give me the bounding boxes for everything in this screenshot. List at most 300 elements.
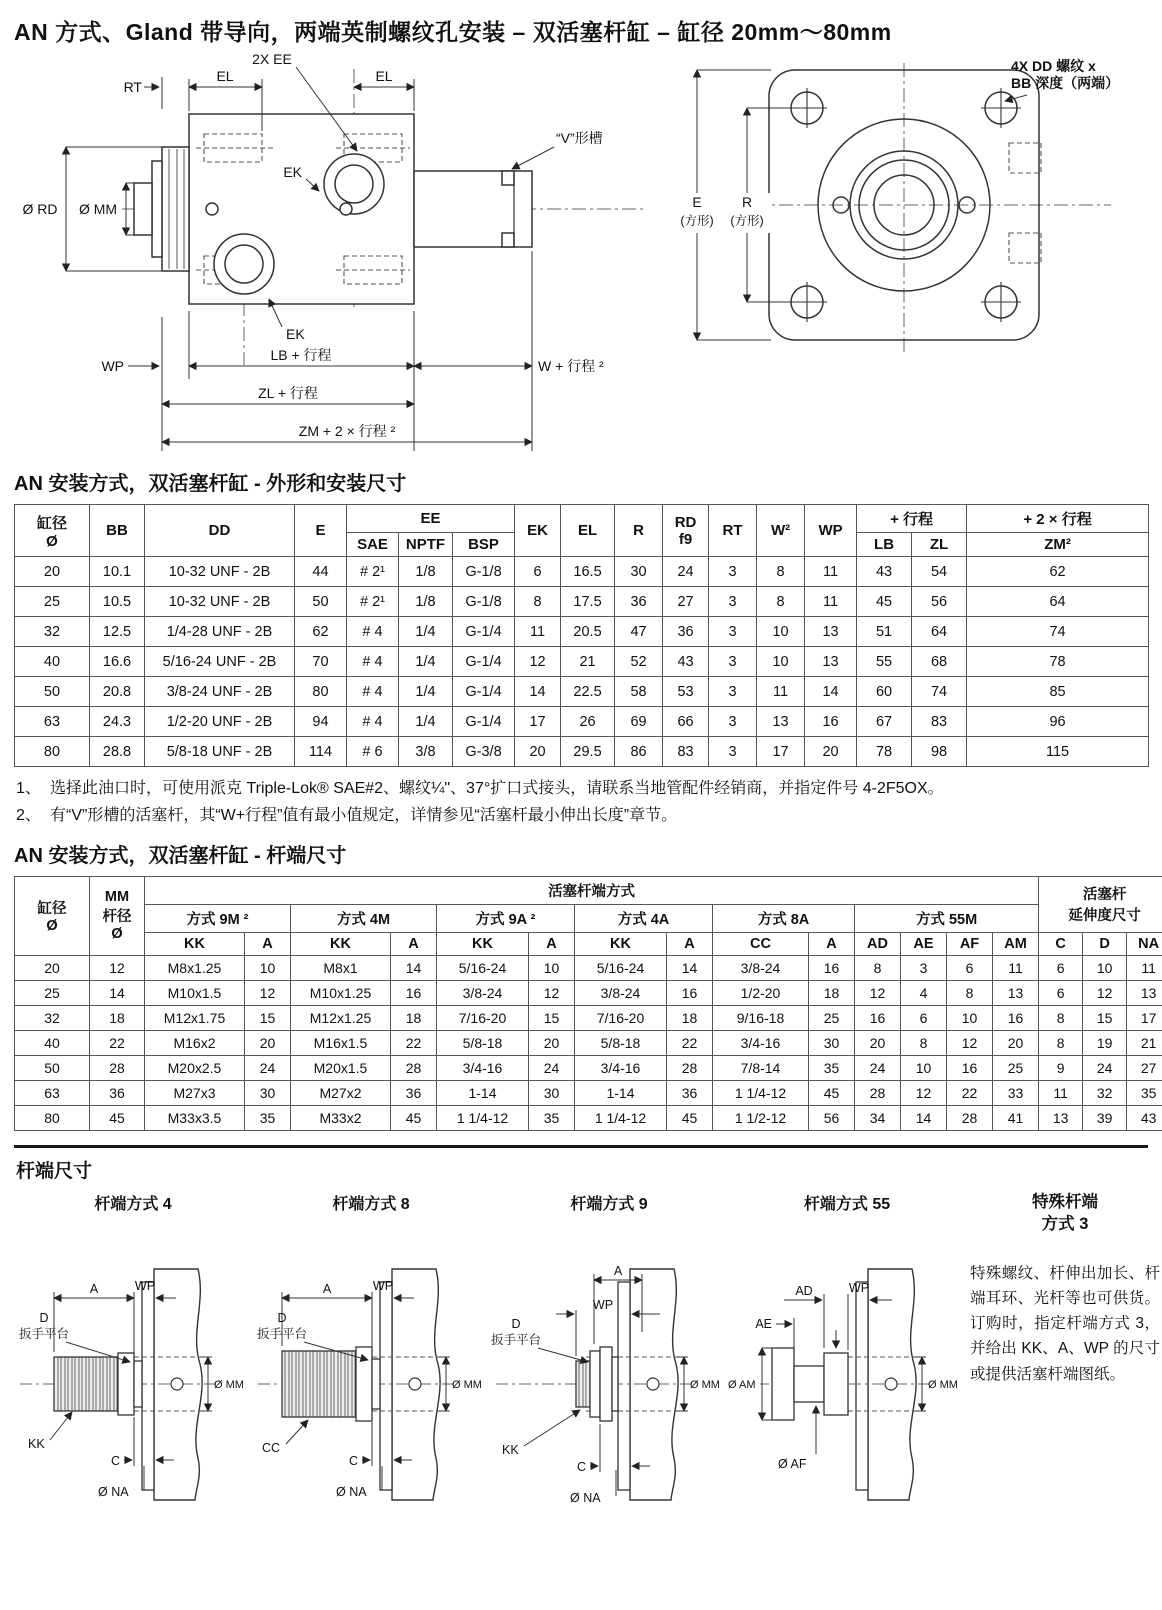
table-cell: 80 [295, 677, 347, 707]
col2-style-9a: 方式 9A ² [437, 904, 575, 932]
table-cell: 12 [901, 1080, 947, 1105]
table-cell: 22 [667, 1030, 713, 1055]
table-cell: 30 [245, 1080, 291, 1105]
table-cell: 8 [757, 557, 805, 587]
col-rt: RT [709, 505, 757, 557]
col2-kk4: KK [575, 932, 667, 955]
dim-label-e: E [692, 194, 702, 210]
table-cell: 3/8-24 [437, 980, 529, 1005]
col2-cc: CC [713, 932, 809, 955]
col2-mm-line3: Ø [111, 926, 123, 943]
dim-label-r-square: (方形) [730, 214, 764, 228]
table-cell: 6 [515, 557, 561, 587]
table-cell: 27 [1127, 1055, 1162, 1080]
table-cell: 21 [561, 647, 615, 677]
table-cell: 39 [1083, 1105, 1127, 1130]
table-cell: 20 [993, 1030, 1039, 1055]
table-cell: 1 1/2-12 [713, 1105, 809, 1130]
table-cell: 11 [805, 557, 857, 587]
dim-d-wrench-flats: 扳手平台 [490, 1332, 542, 1347]
table-cell: 35 [809, 1055, 855, 1080]
col2-style-4m: 方式 4M [291, 904, 437, 932]
table-cell: 20 [805, 737, 857, 767]
dim-mm: Ø MM [690, 1378, 720, 1391]
col-bore-line2: Ø [46, 532, 58, 550]
col2-d: D [1083, 932, 1127, 955]
table-cell: 25 [993, 1055, 1039, 1080]
top-diagrams [14, 49, 1148, 457]
col-rd [663, 505, 709, 557]
dimensions-table [14, 504, 1149, 767]
table-cell: 5/8-18 [575, 1030, 667, 1055]
table-cell: M27x2 [291, 1080, 391, 1105]
table2-title: AN 安装方式，双活塞杆缸 - 杆端尺寸 [14, 844, 347, 867]
table-cell: 10.5 [90, 587, 145, 617]
table-row [15, 1105, 1162, 1130]
table-cell: 35 [1127, 1080, 1162, 1105]
table-cell: 10.1 [90, 557, 145, 587]
table-cell: 47 [615, 617, 663, 647]
table-cell: 60 [857, 677, 912, 707]
table-cell: 35 [529, 1105, 575, 1130]
table-cell: 25 [15, 980, 90, 1005]
table-cell: 54 [912, 557, 967, 587]
table-cell: 22 [947, 1080, 993, 1105]
table-cell: 27 [663, 587, 709, 617]
dim-a: A [322, 1281, 332, 1296]
dim-label-ek-top: EK [283, 164, 302, 180]
table-cell: 53 [663, 677, 709, 707]
col2-extension-line2: 延伸度尺寸 [1068, 908, 1141, 925]
col-bsp: BSP [453, 533, 515, 557]
dim-wp: WP [592, 1297, 614, 1312]
dim-mm: Ø MM [452, 1378, 482, 1391]
table-cell: 24 [1083, 1055, 1127, 1080]
table-cell: 68 [912, 647, 967, 677]
dim-label-el-left: EL [216, 68, 234, 84]
table-cell: 20 [515, 737, 561, 767]
dim-mm: Ø MM [928, 1378, 958, 1391]
col-bore [15, 505, 90, 557]
table-row [15, 1080, 1162, 1105]
table-cell: 36 [663, 617, 709, 647]
col-bore-line1: 缸径 [36, 514, 67, 532]
table-cell: G-1/8 [453, 587, 515, 617]
table-cell: 13 [805, 647, 857, 677]
table-cell: 74 [912, 677, 967, 707]
dim-mm: Ø MM [214, 1378, 244, 1391]
table-cell: 20 [15, 955, 90, 980]
table-cell: 8 [947, 980, 993, 1005]
rod-end-style-4 [14, 1187, 252, 1514]
footnote-1-text: 选择此油口时，可使用派克 Triple-Lok® SAE#2、螺纹¼"、37°扩口式接头，请联系当地管配件经销商，并指定件号 4-2F5OX。 [50, 780, 944, 797]
table-cell: 21 [1127, 1030, 1162, 1055]
table-row [15, 617, 1149, 647]
table-cell: 1/2-20 UNF - 2B [145, 707, 295, 737]
footnote-2-number: 2、 [16, 806, 41, 824]
table-row [15, 707, 1149, 737]
dim-label-2xee: 2X EE [252, 51, 292, 67]
table-cell: 14 [515, 677, 561, 707]
table-row [15, 737, 1149, 767]
table-cell: 64 [912, 617, 967, 647]
table-cell: 3 [709, 737, 757, 767]
table2-header-row-2 [15, 904, 1162, 932]
table-cell: 4 [901, 980, 947, 1005]
col2-mm [90, 876, 145, 955]
table-cell: 1 1/4-12 [437, 1105, 529, 1130]
table-cell: 3/4-16 [575, 1055, 667, 1080]
table-cell: 13 [805, 617, 857, 647]
table-cell: M8x1.25 [145, 955, 245, 980]
col2-mm-line2: 杆径 [102, 909, 132, 926]
footnote-2 [16, 804, 1148, 829]
rod-end-style-9-diagram [490, 1214, 728, 1514]
table-cell: # 4 [347, 647, 399, 677]
table-cell: 114 [295, 737, 347, 767]
dim-c: C [110, 1453, 120, 1468]
col-ee-group: EE [347, 505, 515, 533]
table-cell: 11 [757, 677, 805, 707]
table-cell: 45 [809, 1080, 855, 1105]
table-cell: 1 1/4-12 [713, 1080, 809, 1105]
table-cell: 40 [15, 647, 90, 677]
col2-extension-line1: 活塞杆 [1082, 887, 1127, 904]
col-dd: DD [145, 505, 295, 557]
table-cell: 43 [1127, 1105, 1162, 1130]
table-cell: 85 [967, 677, 1149, 707]
table-cell: 3/4-16 [713, 1030, 809, 1055]
col-r: R [615, 505, 663, 557]
table-cell: 63 [15, 707, 90, 737]
table-cell: 5/16-24 UNF - 2B [145, 647, 295, 677]
table-cell: M20x2.5 [145, 1055, 245, 1080]
table-cell: 20 [15, 557, 90, 587]
table-cell: 3/8-24 [575, 980, 667, 1005]
table1-title: AN 安装方式，双活塞杆缸 - 外形和安装尺寸 [14, 473, 407, 495]
table-cell: 10 [1083, 955, 1127, 980]
dim-label-zl-stroke: ZL + 行程 [258, 385, 318, 401]
table-row [15, 557, 1149, 587]
rod-end-style-55-caption: 杆端方式 55 [803, 1195, 891, 1213]
table-cell: 5/8-18 UNF - 2B [145, 737, 295, 767]
dim-label-rt: RT [123, 79, 142, 95]
table-cell: 69 [615, 707, 663, 737]
dim-wp: WP [848, 1280, 870, 1295]
table-cell: 26 [561, 707, 615, 737]
table-cell: 10-32 UNF - 2B [145, 587, 295, 617]
table-cell: 64 [967, 587, 1149, 617]
rod-end-style-4-diagram [14, 1214, 252, 1514]
table-cell: 8 [757, 587, 805, 617]
table-cell: 20 [855, 1030, 901, 1055]
table-cell: 8 [515, 587, 561, 617]
table-cell: 10 [757, 647, 805, 677]
dim-c: C [576, 1459, 586, 1474]
table-cell: 83 [912, 707, 967, 737]
table2-header-row-3 [15, 932, 1162, 955]
table-cell: M16x1.5 [291, 1030, 391, 1055]
table-cell: 7/16-20 [575, 1005, 667, 1030]
table-row [15, 955, 1162, 980]
table-cell: 16 [993, 1005, 1039, 1030]
dim-na: Ø NA [98, 1484, 129, 1499]
table-cell: 24 [855, 1055, 901, 1080]
table-cell: 40 [15, 1030, 90, 1055]
table-cell: 8 [901, 1030, 947, 1055]
table-cell: G-1/4 [453, 647, 515, 677]
table-cell: 11 [993, 955, 1039, 980]
page-title: AN 方式、Gland 带导向，两端英制螺纹孔安装 – 双活塞杆缸 – 缸径 20mm～80mm [14, 19, 892, 45]
col2-a2: A [391, 932, 437, 955]
table-cell: G-1/4 [453, 617, 515, 647]
dim-label-mm: Ø MM [78, 201, 118, 217]
table-cell: # 4 [347, 677, 399, 707]
table-cell: 32 [1083, 1080, 1127, 1105]
table-cell: 14 [805, 677, 857, 707]
dim-af: Ø AF [778, 1456, 807, 1471]
table-cell: 17 [515, 707, 561, 737]
rod-end-style-8-caption: 杆端方式 8 [332, 1195, 410, 1213]
dim-kk: KK [502, 1442, 519, 1457]
rod-end-style-9-caption: 杆端方式 9 [570, 1195, 648, 1213]
table-cell: 58 [615, 677, 663, 707]
table-cell: 96 [967, 707, 1149, 737]
rod-end-table [14, 876, 1162, 1131]
table-cell: 22.5 [561, 677, 615, 707]
table-cell: 8 [1039, 1030, 1083, 1055]
table-cell: 78 [857, 737, 912, 767]
table-cell: 6 [1039, 955, 1083, 980]
col2-mm-line1: MM [104, 889, 130, 906]
table-cell: 62 [967, 557, 1149, 587]
dim-label-zm-stroke: ZM + 2 × 行程 ² [298, 423, 396, 439]
col2-bore-line2: Ø [46, 918, 58, 935]
dim-c: C [348, 1453, 358, 1468]
table-cell: 1 1/4-12 [575, 1105, 667, 1130]
table-cell: 14 [901, 1105, 947, 1130]
table-cell: 43 [857, 557, 912, 587]
table-cell: 7/16-20 [437, 1005, 529, 1030]
col-w2: W² [757, 505, 805, 557]
table-cell: 1/8 [399, 587, 453, 617]
footnote-2-text: 有“V”形槽的活塞杆，其“W+行程”值有最小值规定，详情参见“活塞杆最小伸出长度”章节。 [50, 806, 678, 824]
dim-ae: AE [755, 1316, 772, 1331]
table-cell: 12 [245, 980, 291, 1005]
table1-header-row-1 [15, 505, 1149, 533]
table-cell: 12.5 [90, 617, 145, 647]
table1-body [15, 557, 1149, 767]
table-cell: G-3/8 [453, 737, 515, 767]
table-cell: 15 [1083, 1005, 1127, 1030]
table-cell: 52 [615, 647, 663, 677]
table-cell: 9 [1039, 1055, 1083, 1080]
rod-end-section-title: 杆端尺寸 [16, 1160, 93, 1182]
dim-d-wrench-flats: 扳手平台 [18, 1326, 70, 1341]
table-cell: 78 [967, 647, 1149, 677]
table2-body [15, 955, 1162, 1130]
table-cell: 10 [529, 955, 575, 980]
dim-a: A [89, 1281, 99, 1296]
col-e: E [295, 505, 347, 557]
table-cell: 24.3 [90, 707, 145, 737]
table-cell: 12 [855, 980, 901, 1005]
dim-label-rd: Ø RD [22, 201, 58, 217]
table-cell: 18 [391, 1005, 437, 1030]
col2-bore-line1: 缸径 [37, 901, 67, 918]
table-cell: 1/4 [399, 707, 453, 737]
table-cell: 16 [947, 1055, 993, 1080]
col2-af: AF [947, 932, 993, 955]
table-cell: 70 [295, 647, 347, 677]
table-cell: 12 [947, 1030, 993, 1055]
table-cell: 3/4-16 [437, 1055, 529, 1080]
table-cell: 30 [529, 1080, 575, 1105]
col-ek: EK [515, 505, 561, 557]
col-nptf: NPTF [399, 533, 453, 557]
footnotes [16, 777, 1148, 829]
side-view-diagram [14, 49, 659, 457]
table-cell: 50 [15, 1055, 90, 1080]
dim-label-v-groove: “V”形槽 [556, 130, 603, 146]
dim-cc: CC [262, 1440, 281, 1455]
table-cell: 13 [1039, 1105, 1083, 1130]
table-cell: G-1/4 [453, 677, 515, 707]
table-cell: M10x1.25 [291, 980, 391, 1005]
table-cell: M12x1.75 [145, 1005, 245, 1030]
table-cell: # 6 [347, 737, 399, 767]
table-cell: 14 [391, 955, 437, 980]
col-zl: ZL [912, 533, 967, 557]
table-cell: 33 [993, 1080, 1039, 1105]
table-cell: 16.5 [561, 557, 615, 587]
table-cell: 74 [967, 617, 1149, 647]
table-cell: 13 [757, 707, 805, 737]
table-cell: 1-14 [437, 1080, 529, 1105]
dim-label-el-right: EL [375, 68, 393, 84]
dim-kk: KK [28, 1436, 45, 1451]
col-plus-2x-stroke-group: + 2 × 行程 [967, 505, 1149, 533]
table-cell: 5/16-24 [575, 955, 667, 980]
table-cell: 36 [667, 1080, 713, 1105]
table-row [15, 1005, 1162, 1030]
table-row [15, 647, 1149, 677]
col2-style-8a: 方式 8A [713, 904, 855, 932]
rod-end-style-4-caption: 杆端方式 4 [94, 1195, 172, 1213]
table-cell: 16 [391, 980, 437, 1005]
table-cell: 1/2-20 [713, 980, 809, 1005]
table-cell: 16 [809, 955, 855, 980]
table-cell: 94 [295, 707, 347, 737]
table-cell: 1/8 [399, 557, 453, 587]
table-cell: 1/4 [399, 617, 453, 647]
table-cell: 3 [709, 707, 757, 737]
footnote-1 [16, 777, 1148, 802]
dim-ad: AD [795, 1283, 813, 1298]
table-cell: 12 [515, 647, 561, 677]
col2-bore [15, 876, 90, 955]
table-row [15, 677, 1149, 707]
table-cell: 56 [912, 587, 967, 617]
table-cell: 16 [805, 707, 857, 737]
table-cell: # 2¹ [347, 557, 399, 587]
table-cell: G-1/4 [453, 707, 515, 737]
table-row [15, 1055, 1162, 1080]
rod-end-style-8-diagram [252, 1214, 490, 1514]
table-cell: 5/8-18 [437, 1030, 529, 1055]
col2-style-9m: 方式 9M ² [145, 904, 291, 932]
dim-na: Ø NA [570, 1490, 601, 1505]
table-cell: 3 [901, 955, 947, 980]
table-cell: 32 [15, 617, 90, 647]
table-cell: 80 [15, 1105, 90, 1130]
table-cell: 22 [90, 1030, 145, 1055]
table-cell: 16 [855, 1005, 901, 1030]
table-cell: 11 [805, 587, 857, 617]
dim-label-ek-bottom: EK [286, 326, 305, 342]
table-cell: 44 [295, 557, 347, 587]
table-cell: 43 [663, 647, 709, 677]
table-cell: 22 [391, 1030, 437, 1055]
special-rod-end-title-line2: 方式 3 [1041, 1214, 1089, 1233]
table-cell: 63 [15, 1080, 90, 1105]
table-cell: 19 [1083, 1030, 1127, 1055]
table-cell: 1/4 [399, 647, 453, 677]
dim-d: D [277, 1310, 287, 1325]
col2-rod-end-group: 活塞杆端方式 [145, 876, 1039, 904]
dim-d: D [39, 1310, 49, 1325]
table-cell: 28 [947, 1105, 993, 1130]
table-cell: 115 [967, 737, 1149, 767]
table-cell: 36 [615, 587, 663, 617]
table-cell: 12 [1083, 980, 1127, 1005]
table-cell: 28 [855, 1080, 901, 1105]
table-cell: 20.5 [561, 617, 615, 647]
table-cell: 17.5 [561, 587, 615, 617]
table-row [15, 587, 1149, 617]
table-cell: 66 [663, 707, 709, 737]
col-plus-stroke-group: + 行程 [857, 505, 967, 533]
rod-end-style-55-diagram [728, 1214, 966, 1514]
col-zm: ZM² [967, 533, 1149, 557]
table-cell: 11 [1039, 1080, 1083, 1105]
col-sae: SAE [347, 533, 399, 557]
table-cell: 20.8 [90, 677, 145, 707]
table-cell: 10 [901, 1055, 947, 1080]
table-cell: 3 [709, 587, 757, 617]
table-cell: 36 [90, 1080, 145, 1105]
dim-label-r: R [741, 194, 753, 210]
dim-wp: WP [372, 1278, 394, 1293]
table-cell: 30 [615, 557, 663, 587]
table-cell: 45 [391, 1105, 437, 1130]
dim-am: Ø AM [728, 1378, 756, 1391]
table-cell: 12 [529, 980, 575, 1005]
table-cell: 6 [1039, 980, 1083, 1005]
table-cell: 18 [667, 1005, 713, 1030]
col2-kk2: KK [291, 932, 391, 955]
table-cell: 17 [1127, 1005, 1162, 1030]
col2-ae: AE [901, 932, 947, 955]
col2-c: C [1039, 932, 1083, 955]
table-cell: 50 [15, 677, 90, 707]
special-rod-end-title-line1: 特殊杆端 [1032, 1192, 1098, 1211]
table-cell: 50 [295, 587, 347, 617]
table-cell: 67 [857, 707, 912, 737]
table-cell: M33x2 [291, 1105, 391, 1130]
table-cell: 16 [667, 980, 713, 1005]
table-cell: M20x1.5 [291, 1055, 391, 1080]
